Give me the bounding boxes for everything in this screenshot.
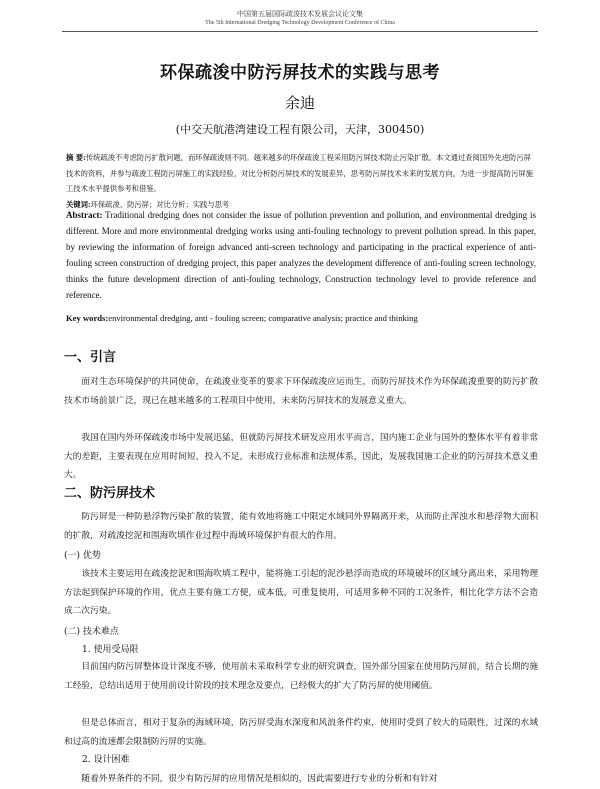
header-rule — [62, 31, 538, 32]
paragraph: 随着外界条件的不同，很少有防污屏的应用情况是相似的，因此需要进行专业的分析和有针对 — [81, 774, 438, 784]
abstract-cn — [66, 150, 536, 212]
abstract-en-text: Traditional dredging does not consider the issue of pollution prevention and pollution, and environmental dredging is different. More and more environmental dredging works using anti-fouling technology to prevent pollution spread. In this paper, by reviewing the information of foreign advanced anti-screen technology and participating in the practical experience of anti-fouling screen construction of dredging project, this paper analyzes the development difference of anti-fouling screen technology, thinks the future development direction of anti-fouling technology, Construction technology level to provide reference and reference. — [66, 210, 536, 300]
affiliation: (中交天航港湾建设工程有限公司，天津，300450) — [175, 123, 425, 136]
author: 余迪 — [284, 94, 315, 112]
abstract-en-label: Abstract: — [66, 210, 103, 220]
paper-title: 环保疏浚中防污屏技术的实践与思考 — [160, 63, 440, 83]
running-head-cn: 中国第五届国际疏浚技术发展会议论文集 — [237, 10, 363, 18]
abstract-cn-label: 摘 要: — [66, 153, 86, 162]
subsection-heading-advantages: (一) 优势 — [64, 551, 101, 561]
paragraph: 面对生态环境保护的共同使命，在疏浚业变革的要求下环保疏浚应运而生，而防污屏技术作为环保疏浚重要的防污扩散技术市场前景广泛，现已在越来越多的工程项目中使用，未来防污屏技术的发展意义重大。 — [64, 377, 538, 406]
paragraph: 目前国内防污屏整体设计深度不够，使用前未采取科学专业的研究调查，国外部分国家在使用防污屏前，结合长期的施工经验，总结出适用于使用前设计阶段的技术理念及要点，已经极大的扩大了防污屏的使用阈值。 — [64, 662, 538, 691]
paragraph: 我国在国内外环保疏浚市场中发展迅猛，但就防污屏技术研发应用水平而言，国内施工企业与国外的整体水平有着非常大的差距，主要表现在应用时间短，投入不足，未形成行业标准和法规体系，因此，发展我国施工企业的防污屏技术意义重大。 — [64, 433, 538, 481]
paragraph: 防污屏是一种防悬浮物污染扩散的装置，能有效地将施工中限定水域同外界隔离开来，从而防止浑浊水和悬浮物大面积的扩散，对疏浚挖泥和围海吹填作业过程中海域环境保护有很大的作用。 — [64, 512, 538, 541]
list-item-heading: 1. 使用受局限 — [82, 645, 139, 655]
running-head-en: The 5th International Dredging Technology Development Conference of China — [205, 20, 395, 26]
keywords-en-label: Key words: — [66, 313, 109, 323]
section-heading-screen-tech: 二、防污屏技术 — [64, 486, 156, 501]
keywords-en-text: environmental dredging, anti - fouling screen; comparative analysis; practice and thinking — [108, 313, 418, 323]
subsection-heading-difficulties: (二) 技术难点 — [64, 627, 119, 637]
list-item-heading: 2. 设计困难 — [82, 755, 130, 765]
section-heading-intro: 一、引言 — [64, 350, 117, 365]
abstract-cn-text: 传统疏浚不考虑防污扩散问题，而环保疏浚则不同。越来越多的环保疏浚工程采用防污屏技术防止污染扩散。本文通过查阅国外先进防污屏技术的资料，并参与疏浚工程防污屏施工的实践经验，对比分析防污屏技术的发展差异，思考防污屏技术未来的发展方向，为进一步提高防污屏施工技术水平提供参考和借鉴。 — [66, 153, 533, 194]
paragraph: 该技术主要运用在疏浚挖泥和围海吹填工程中，能将施工引起的泥沙悬浮而造成的环境破坏的区域分离出来，采用物理方法起到保护环境的作用，优点主要有施工方便，成本低，可重复使用，可适用多种不同的工况条件，相比化学方法不会造成二次污染。 — [64, 569, 538, 617]
running-head — [0, 10, 600, 27]
keywords-cn-label: 关键词: — [66, 199, 91, 209]
paragraph: 但是总体而言，相对于复杂的海域环境，防污屏受海水深度和风浪条件约束，使用时受到了较大的局限性，过深的水域和过高的流速都会限制防污屏的实施。 — [64, 718, 538, 747]
keywords-en — [66, 312, 536, 324]
keywords-cn: 环保疏浚、防污屏；对比分析；实践与思考 — [90, 199, 230, 209]
abstract-en — [66, 208, 536, 303]
